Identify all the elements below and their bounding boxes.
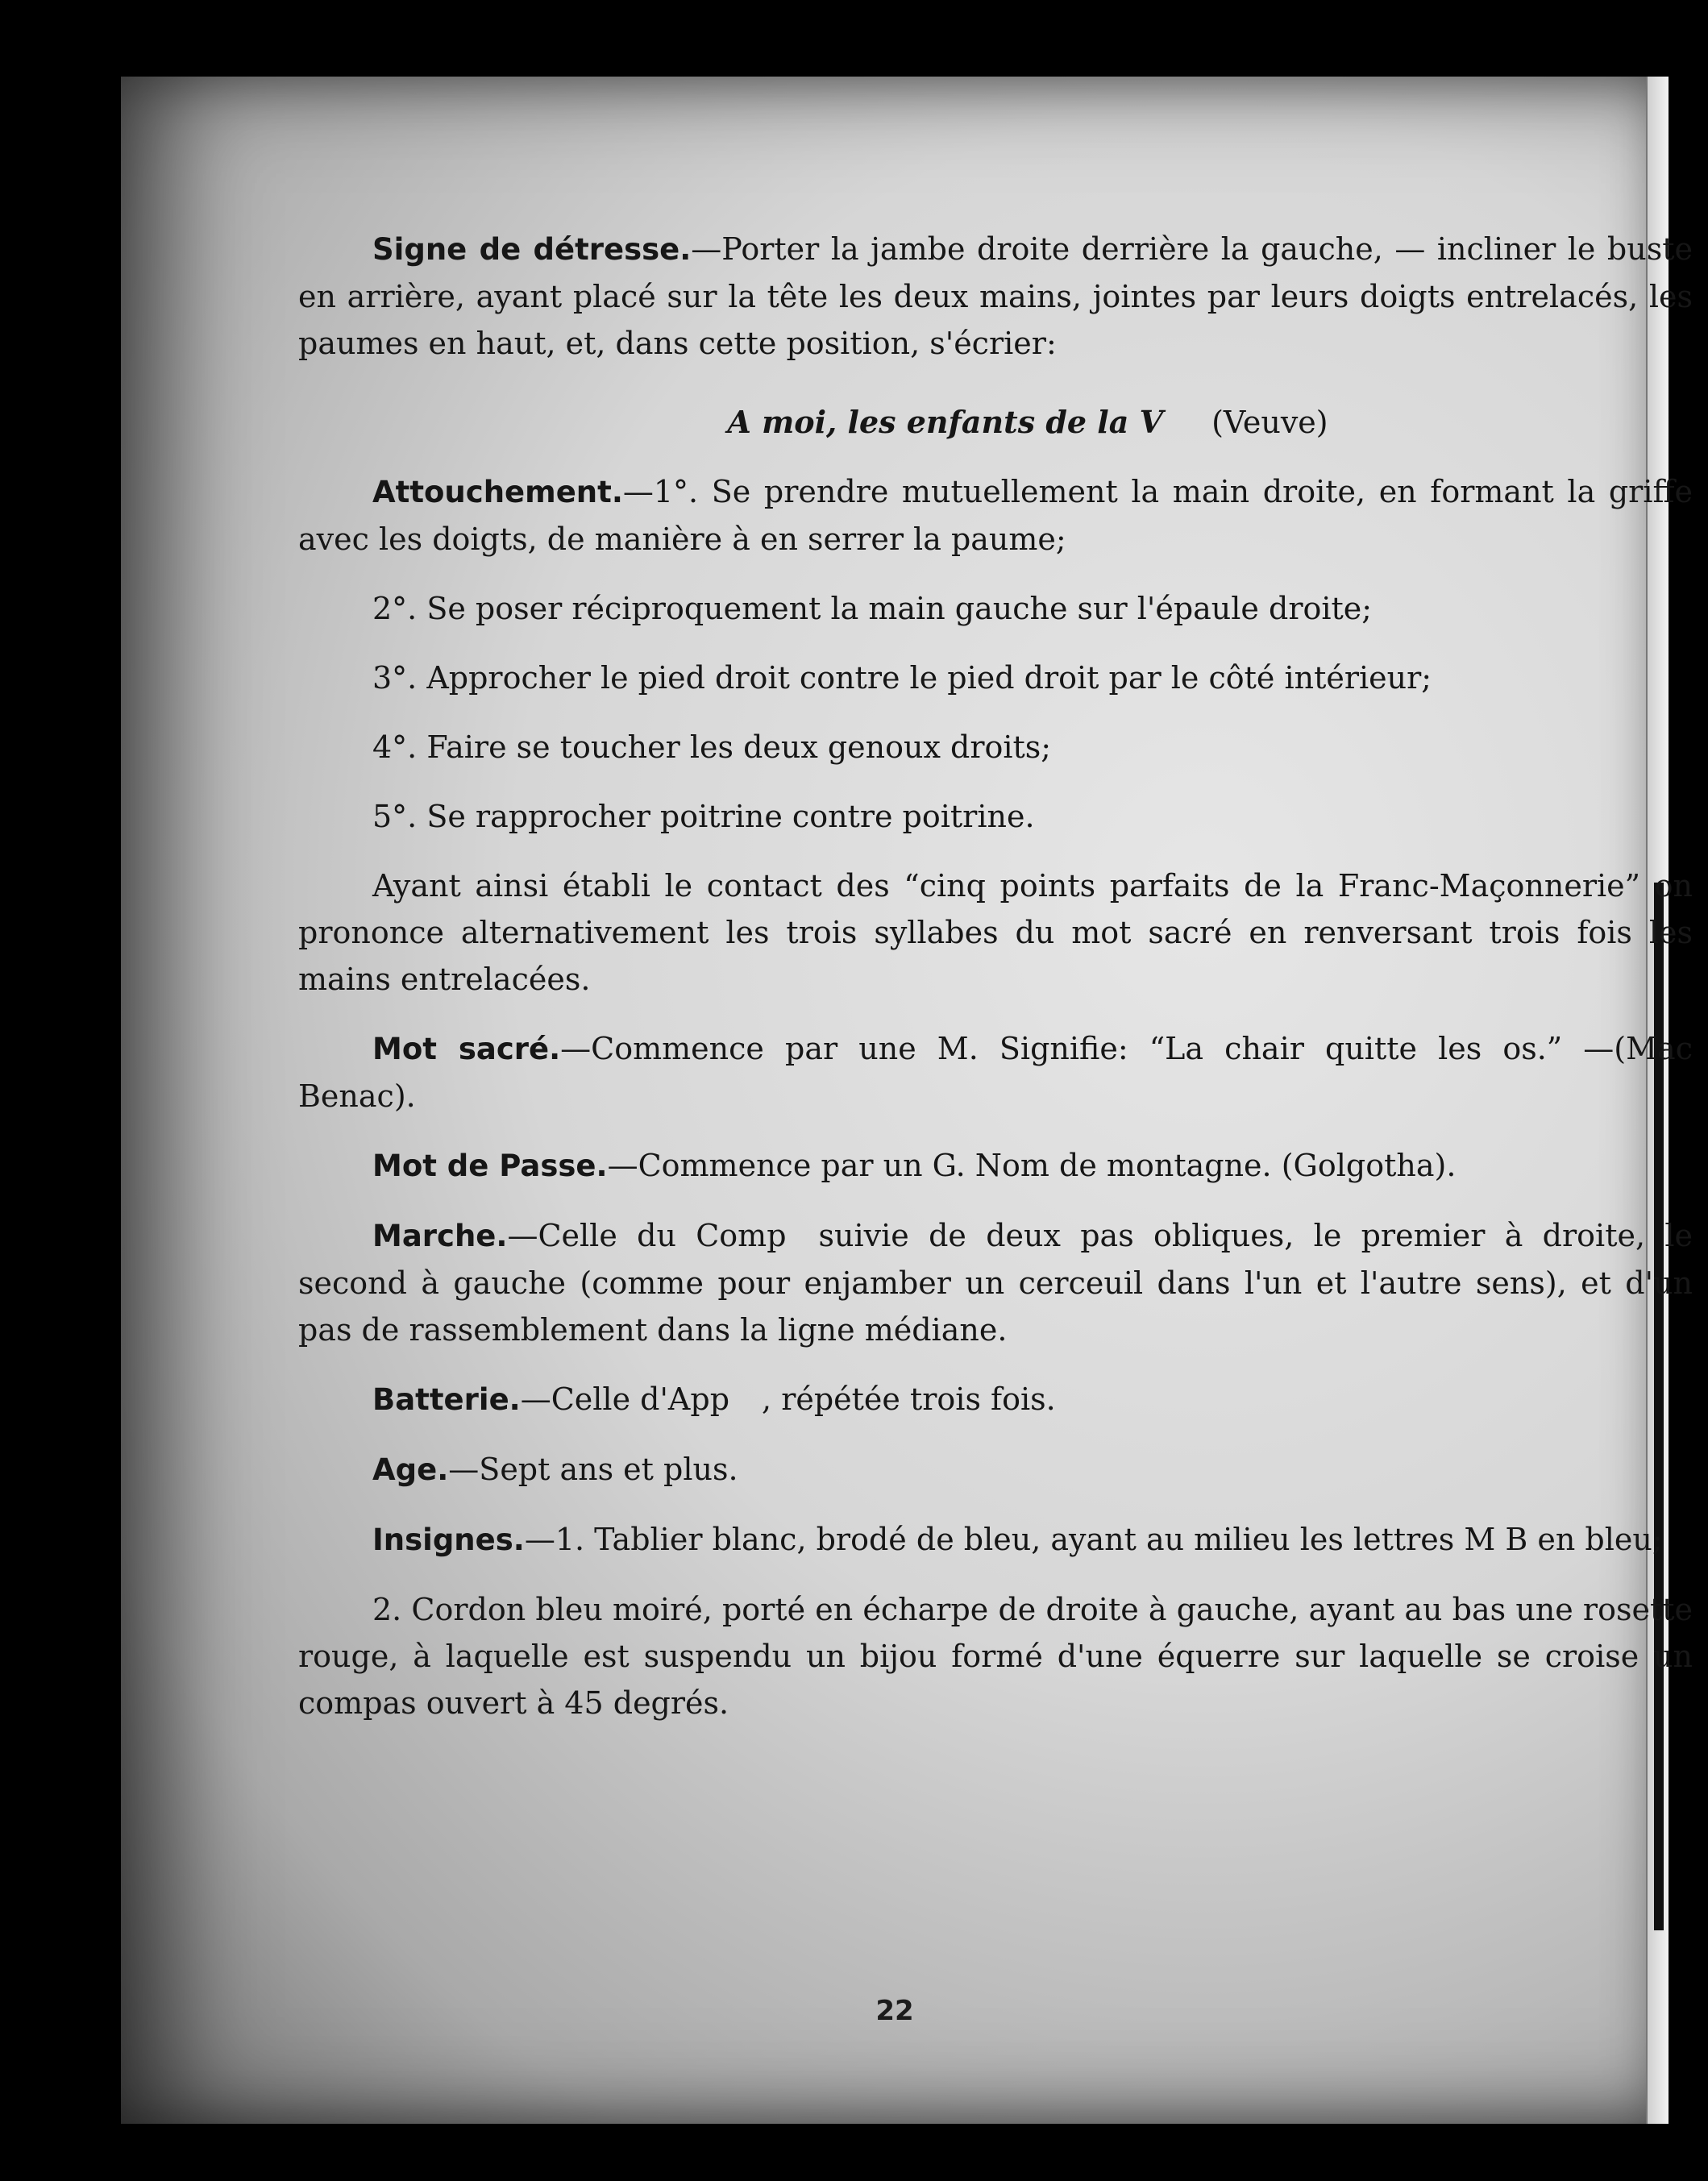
paragraph-mot-sacre <box>298 1025 1693 1120</box>
exclamation-italic: A moi, les enfants de la V <box>727 404 1164 440</box>
heading-mot-de-passe: Mot de Passe. <box>372 1149 608 1183</box>
page-sheet <box>121 77 1693 2124</box>
paragraph-age <box>298 1446 1693 1493</box>
heading-marche: Marche. <box>372 1219 508 1253</box>
body-batterie-end: , répétée trois fois. <box>762 1381 1056 1417</box>
paragraph-signe-de-detresse <box>298 226 1693 367</box>
paragraph-point-5: 5°. Se rapprocher poitrine contre poitrine. <box>372 799 1035 834</box>
page-text <box>298 226 1693 1749</box>
body-marche-start: —Celle du Comp <box>507 1218 787 1253</box>
heading-insignes: Insignes. <box>372 1523 525 1557</box>
exclamation-line <box>298 389 1693 446</box>
body-attouchement: —1°. Se prendre mutuellement la main droite, en formant la griffe avec les doigts, de manière à en serrer la paume; <box>298 474 1693 557</box>
heading-batterie: Batterie. <box>372 1382 521 1417</box>
body-insignes: —1. Tablier blanc, brodé de bleu, ayant au milieu les lettres M B en bleu; <box>524 1522 1663 1557</box>
body-age: —Sept ans et plus. <box>448 1452 738 1487</box>
paragraph-mot-de-passe <box>298 1142 1693 1190</box>
exclamation-veuve: (Veuve) <box>1211 405 1328 440</box>
body-marche-end: suivie de deux pas obliques, le premier à droite, le second à gauche (comme pour enjamber un cerceuil dans l'un et l'autre sens), et d'un pas de rassemblement dans la ligne médiane. <box>298 1218 1693 1348</box>
heading-mot-sacre: Mot sacré. <box>372 1032 561 1066</box>
body-mot-sacre: —Commence par une M. Signifie: “La chair quitte les os.” —(Mac Benac). <box>298 1031 1693 1114</box>
body-mot-de-passe: —Commence par un G. Nom de montagne. (Golgotha). <box>607 1148 1457 1183</box>
paragraph-point-3: 3°. Approcher le pied droit contre le pied droit par le côté intérieur; <box>372 660 1432 696</box>
heading-attouchement: Attouchement. <box>372 475 623 509</box>
body-signe-de-detresse: —Porter la jambe droite derrière la gauche, — incliner le buste en arrière, ayant placé sur la tête les deux mains, jointes par leurs doigts entrelacés, les paumes en haut, et, dans cette position, s'écrier: <box>298 231 1693 361</box>
heading-signe-de-detresse: Signe de détresse. <box>372 232 692 267</box>
paragraph-cordon: 2. Cordon bleu moiré, porté en écharpe de droite à gauche, ayant au bas une rosette rouge, à laquelle est suspendu un bijou formé d'une équerre sur laquelle se croise un compas ouvert à 45 degrés. <box>298 1592 1693 1721</box>
paragraph-batterie <box>298 1376 1693 1423</box>
heading-age: Age. <box>372 1452 449 1487</box>
paragraph-point-2: 2°. Se poser réciproquement la main gauche sur l'épaule droite; <box>372 591 1373 626</box>
paragraph-marche <box>298 1212 1693 1353</box>
paragraph-contact: Ayant ainsi établi le contact des “cinq points parfaits de la Franc-Maçonnerie” on prononce alternativement les trois syllabes du mot sacré en renversant trois fois les mains entrelacées. <box>298 868 1693 997</box>
body-batterie-start: —Celle d'App <box>520 1381 730 1417</box>
paragraph-insignes <box>298 1516 1693 1564</box>
paragraph-point-4: 4°. Faire se toucher les deux genoux droits; <box>372 729 1052 765</box>
paragraph-attouchement <box>298 468 1693 563</box>
page-number: 22 <box>875 1995 914 2027</box>
